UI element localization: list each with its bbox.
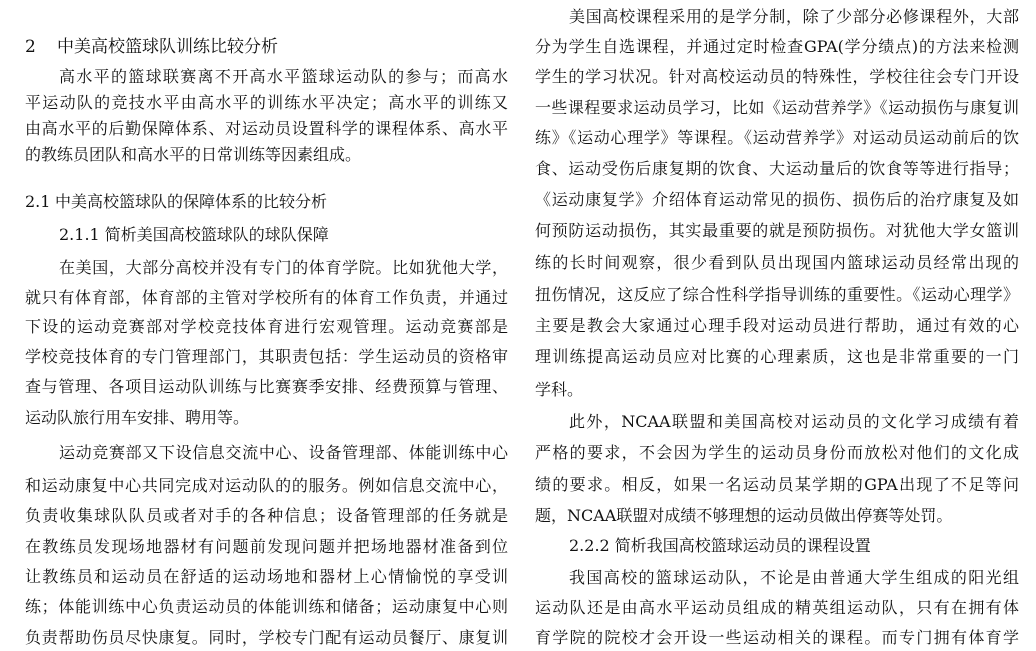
text-line: 就只有体育部，体育部的主管对学校所有的体育工作负责，并通过 <box>25 288 508 307</box>
text-line: 运动队还是由高水平运动员组成的精英组运动队，只有在拥有体 <box>535 598 1019 617</box>
section-heading <box>25 34 508 60</box>
text-line: 我国高校的篮球运动队，不论是由普通大学生组成的阳光组 <box>569 568 1019 587</box>
text-line: 的教练员团队和高水平的日常训练等因素组成。 <box>25 145 362 164</box>
text-line: 扭伤情况，这反应了综合性科学指导训练的重要性。《运动心理学》 <box>535 285 1019 304</box>
text-line: 练的长时间观察，很少看到队员出现国内篮球运动员经常出现的 <box>535 253 1019 272</box>
text-line: 学校竞技体育的专门管理部门，其职责包括：学生运动员的资格审 <box>25 347 508 366</box>
text-line: 此外，NCAA联盟和美国高校对运动员的文化学习成绩有着 <box>569 412 1019 431</box>
text-line: 理训练提高运动员应对比赛的心理素质，这也是非常重要的一门 <box>535 347 1019 366</box>
text-line: 《运动康复学》介绍体育运动常见的损伤、损伤后的治疗康复及如 <box>535 190 1019 209</box>
text-line: 主要是教会大家通过心理手段对运动员进行帮助，通过有效的心 <box>535 316 1019 335</box>
text-line: 平运动队的竞技水平由高水平的训练水平决定；高水平的训练又 <box>25 93 508 112</box>
text-line: 高水平的篮球联赛离不开高水平篮球运动队的参与；而高水 <box>59 67 508 86</box>
subsection-number: 2.1 <box>25 192 51 211</box>
text-line: 严格的要求，不会因为学生的运动员身份而放松对他们的文化成 <box>535 443 1019 462</box>
text-line: 食、运动受伤后康复期的饮食、大运动量后的饮食等等进行指导； <box>535 159 1019 178</box>
text-line: 下设的运动竞赛部对学校竞技体育进行宏观管理。运动竞赛部是 <box>25 317 508 336</box>
text-line: 一些课程要求运动员学习，比如《运动营养学》《运动损伤与康复训 <box>535 98 1019 117</box>
text-line: 何预防运动损伤，其实最重要的就是预防损伤。对犹他大学女篮训 <box>535 221 1019 240</box>
text-line: 在美国，大部分高校并没有专门的体育学院。比如犹他大学， <box>59 258 508 277</box>
text-line: 负责帮助伤员尽快康复。同时，学校专门配有运动员餐厅、康复训 <box>25 628 508 647</box>
text-line: 绩的要求。相反，如果一名运动员某学期的GPA出现了不足等问 <box>535 475 1019 494</box>
text-line: 在教练员发现场地器材有问题前发现问题并把场地器材准备到位 <box>25 537 508 556</box>
text-line: 学科。 <box>535 380 584 399</box>
text-line: 练；体能训练中心负责运动员的体能训练和储备；运动康复中心则 <box>25 597 508 616</box>
text-line: 由高水平的后勤保障体系、对运动员设置科学的课程体系、高水平 <box>25 119 508 138</box>
subsection-title: 中美高校篮球队的保障体系的比较分析 <box>55 192 328 211</box>
text-line: 美国高校课程采用的是学分制，除了少部分必修课程外，大部 <box>569 7 1019 26</box>
text-line: 查与管理、各项目运动队训练与比赛赛季安排、经费预算与管理、 <box>25 377 508 396</box>
text-line: 学生的学习状况。针对高校运动员的特殊性，学校往往会专门开设 <box>535 67 1019 86</box>
text-line: 分为学生自选课程，并通过定时检查GPA(学分绩点)的方法来检测 <box>535 37 1019 56</box>
subsubsection-heading: 2.1.1 简析美国高校篮球队的球队保障 <box>59 225 329 244</box>
text-line: 负责收集球队队员或者对手的各种信息；设备管理部的任务就是 <box>25 506 508 525</box>
subsection-heading <box>25 189 508 215</box>
text-line: 运动竞赛部又下设信息交流中心、设备管理部、体能训练中心 <box>59 443 508 462</box>
text-line: 育学院的院校才会开设一些运动相关的课程。而专门拥有体育学 <box>535 628 1019 647</box>
section-title: 中美高校篮球队训练比较分析 <box>57 37 278 57</box>
text-line: 和运动康复中心共同完成对运动队的的服务。例如信息交流中心， <box>25 476 508 495</box>
text-line: 运动队旅行用车安排、聘用等。 <box>25 408 250 427</box>
text-line: 题，NCAA联盟对成绩不够理想的运动员做出停赛等处罚。 <box>535 506 953 525</box>
text-line: 练》《运动心理学》等课程。《运动营养学》对运动员运动前后的饮 <box>535 128 1019 147</box>
section-number: 2 <box>25 37 36 57</box>
text-line: 让教练员和运动员在舒适的运动场地和器材上心情愉悦的享受训 <box>25 567 508 586</box>
subsubsection-heading: 2.2.2 简析我国高校篮球运动员的课程设置 <box>569 536 871 555</box>
